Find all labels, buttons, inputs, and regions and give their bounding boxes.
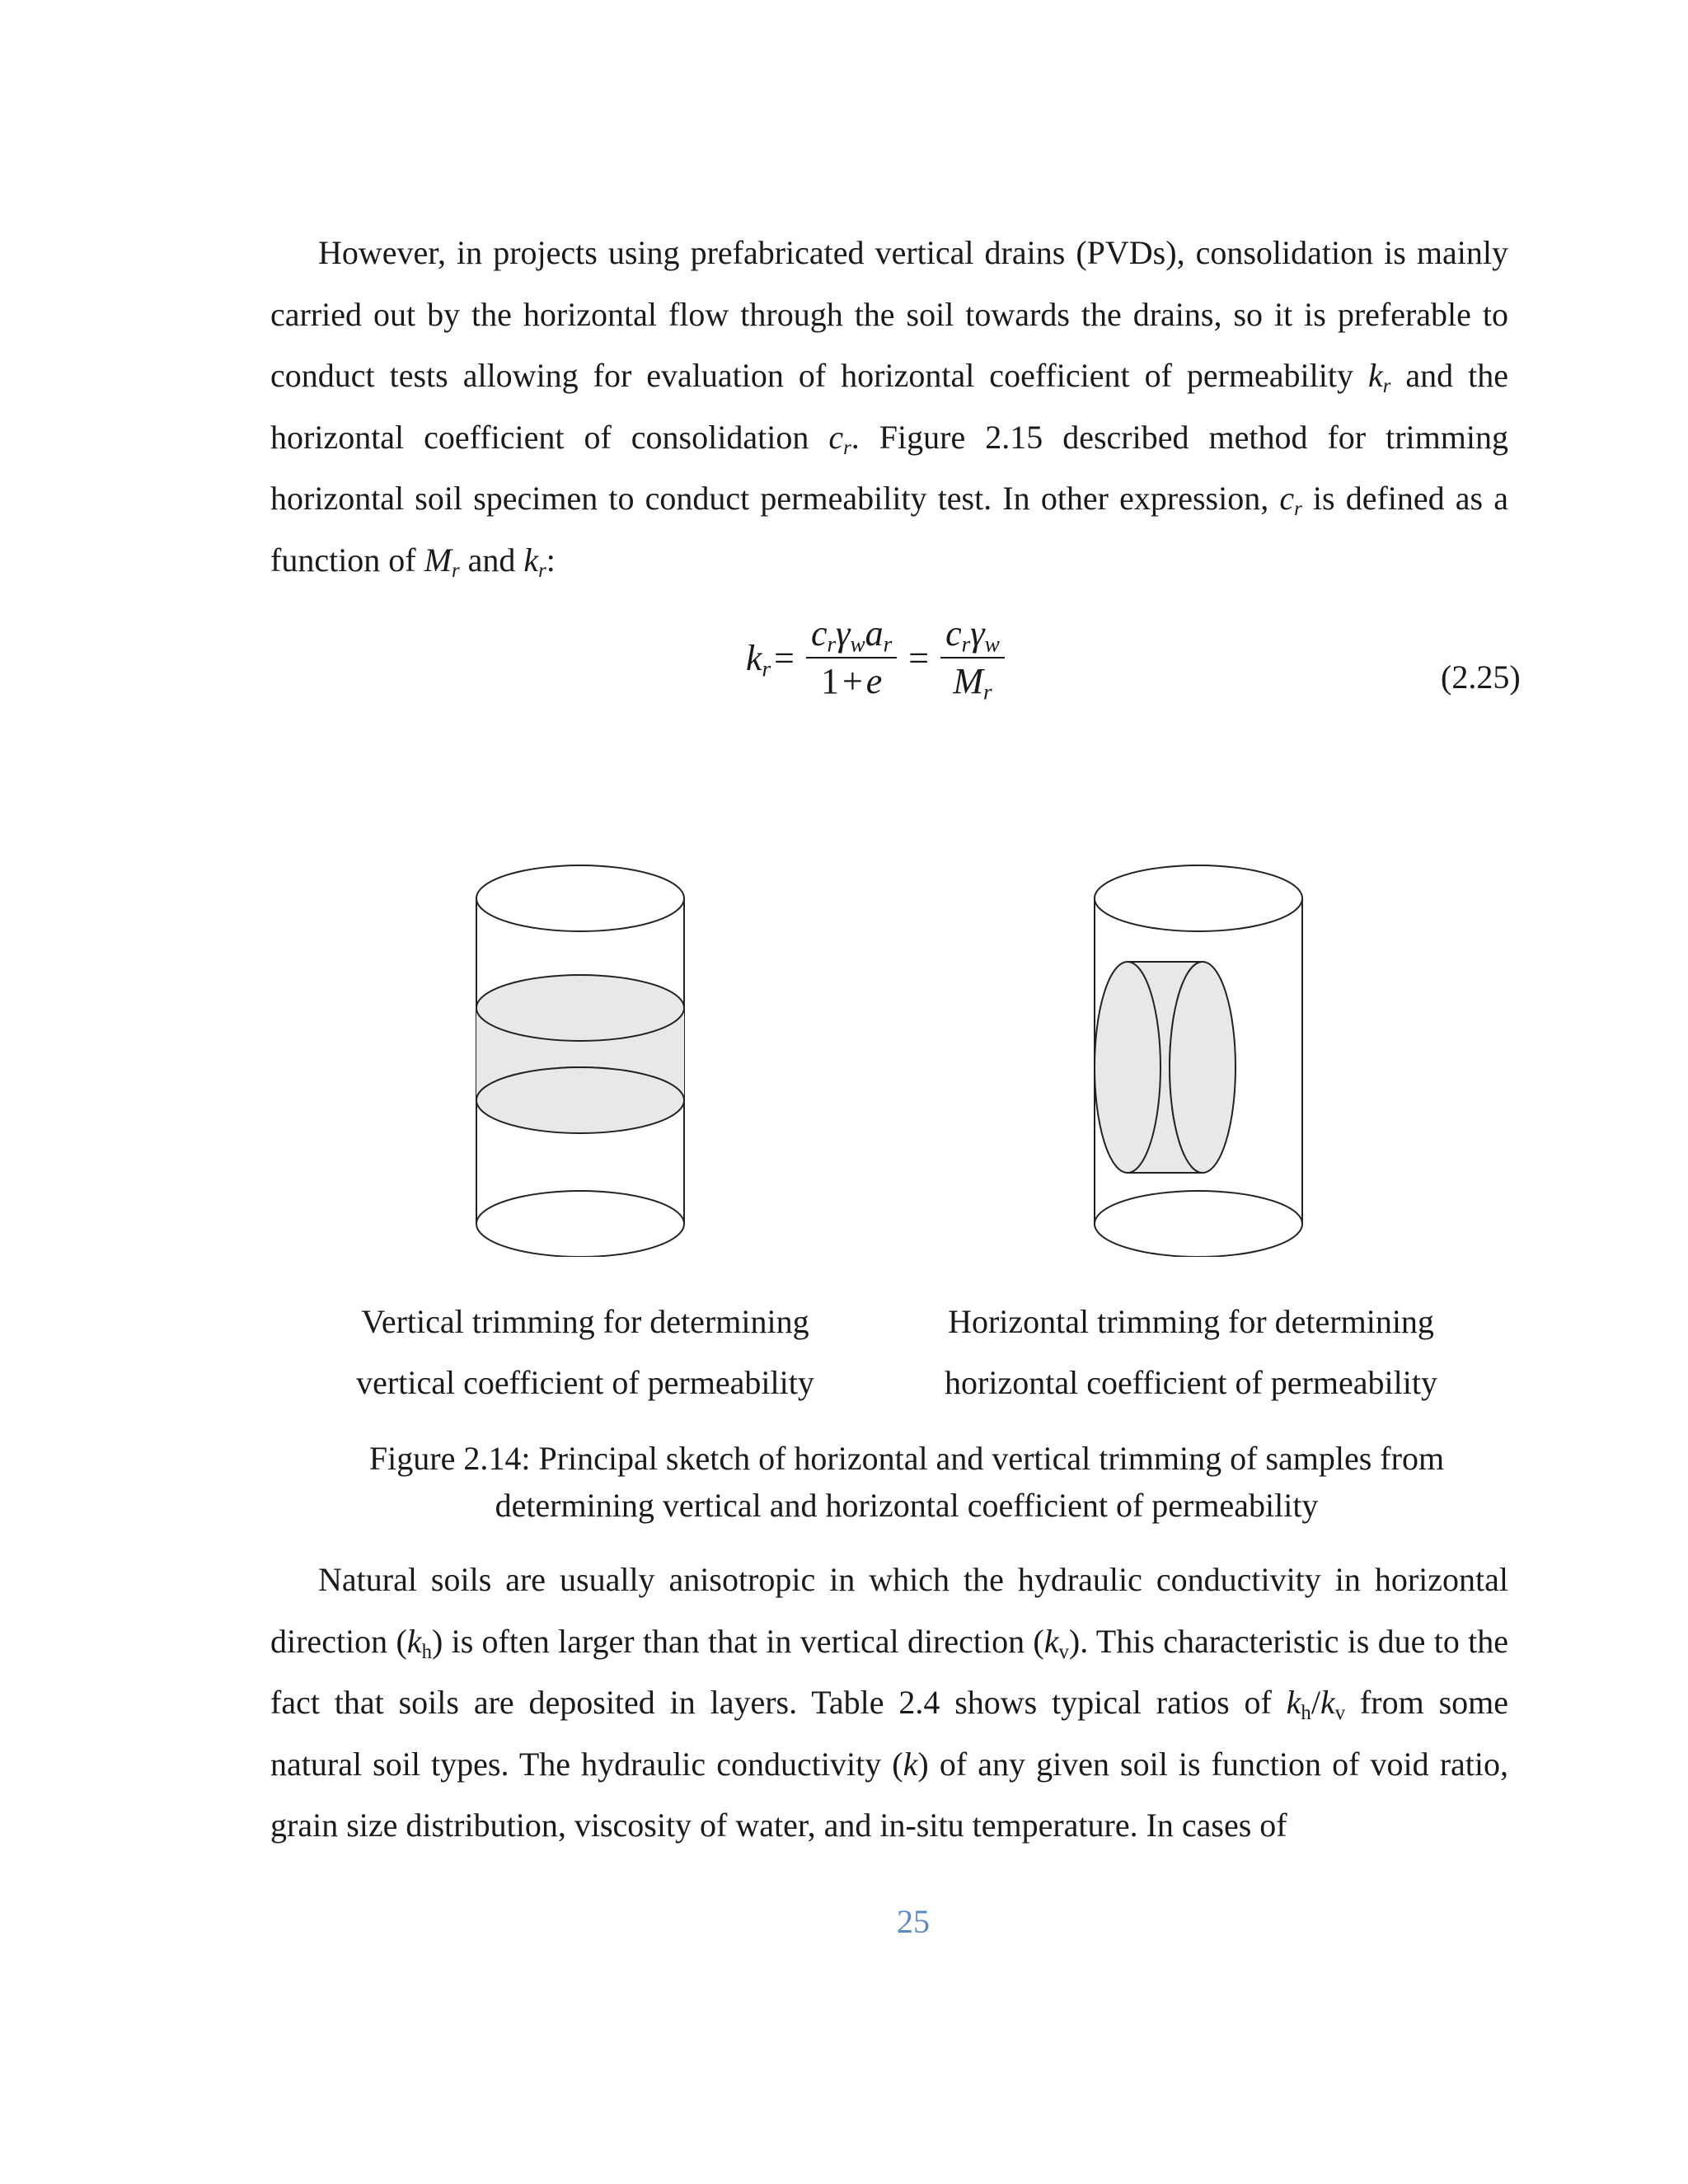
equation-lhs: $k_r$ <box>746 637 771 682</box>
horizontal-trimming-caption: Horizontal trimming for determining horizontal coefficient of permeability <box>945 1303 1437 1401</box>
equation-fraction-1: $\frac{c_r\gamma_wa_r}{1+e}$ <box>806 614 897 702</box>
vertical-trimming-caption: Vertical trimming for determining vertical coefficient of permeability <box>356 1303 814 1401</box>
equation-number: (2.25) <box>1441 658 1521 696</box>
paragraph-anisotropy: Natural soils are usually anisotropic in which the hydraulic conductivity in horizontal direction $(k_h)$ is often larger than that in vertical direction $(k_v)$. This characteristic is due to the fact that soils are deposited in layers. Table 2.4 shows typical ratios of $k_h/k_v$ from some natural soil types. The hydraulic conductivity (k) of any given soil is function of void ratio, grain size distribution, viscosity of water, and in-situ temperature. In cases of <box>270 1561 1509 1844</box>
vertical-trimming-sketch <box>468 861 699 1257</box>
figure-caption: Figure 2.14: Principal sketch of horizontal and vertical trimming of samples from determining vertical and horizontal coefficient of permeability <box>368 1440 1445 1524</box>
page-number: 25 <box>897 1903 930 1940</box>
specimen-bottom-ellipse <box>476 1067 684 1133</box>
equation-2-25: $k_r$ = $\frac{c_r\gamma_wa_r}{1+e}$ = $\frac{c_r\gamma_w}{M_r}$ <box>746 614 1013 702</box>
equation-fraction-2: $\frac{c_r\gamma_w}{M_r}$ <box>940 614 1005 702</box>
horizontal-trimming-sketch <box>1088 861 1319 1257</box>
paragraph-intro: However, in projects using prefabricated vertical drains (PVDs), consolidation is mainly carried out by the horizontal flow through the soil towards the drains, so it is preferable to conduct tests allowing for evaluation of horizontal coefficient of permeability $k_r$ and the horizontal coefficient of consolidation $c_r$. Figure 2.15 described method for trimming horizontal soil specimen to conduct permeability test. In other expression, $c_r$ is defined as a function of $M_r$ and $k_r$: <box>270 234 1509 582</box>
